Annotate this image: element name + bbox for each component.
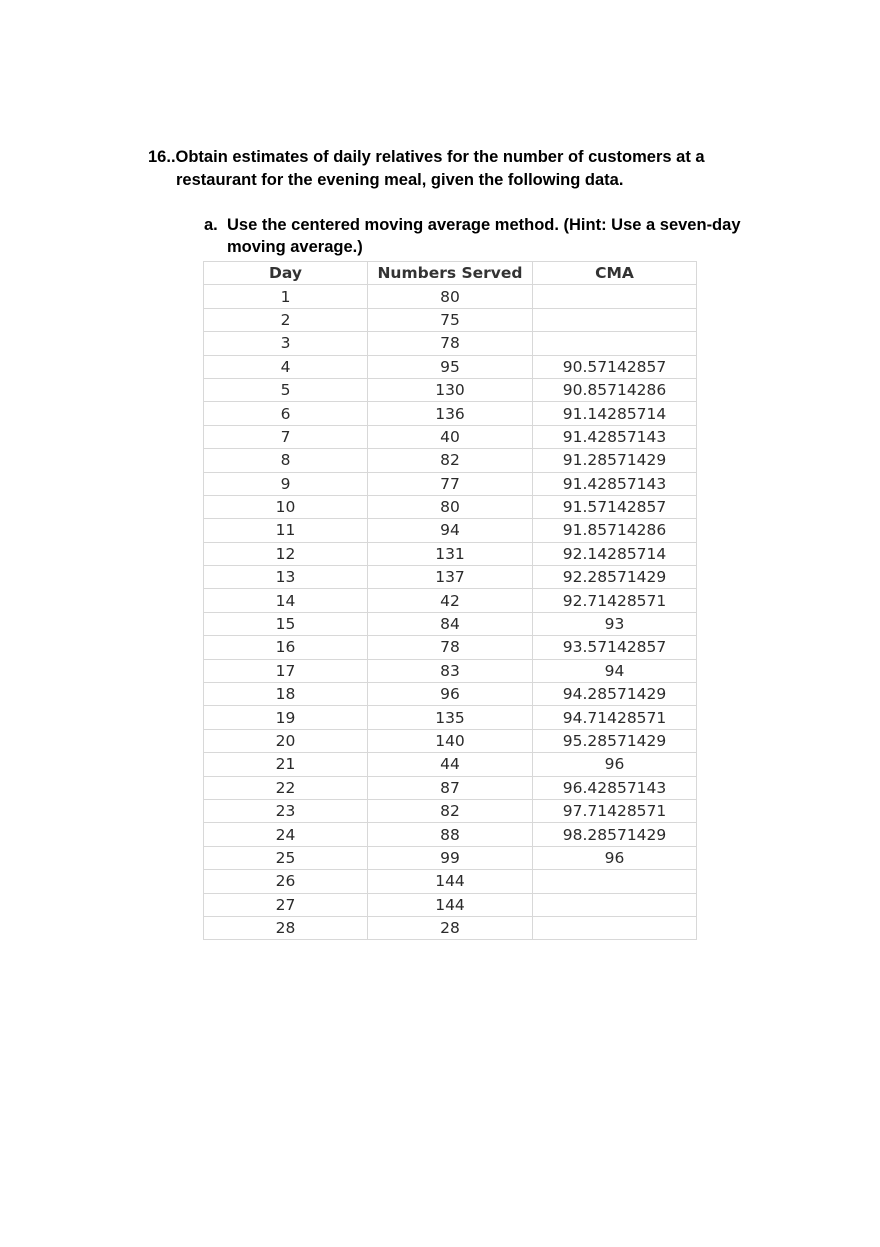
table-row [204, 308, 697, 331]
table-row [204, 893, 697, 916]
header-numbers-served: Numbers Served [368, 262, 533, 285]
cell-numbers-served: 78 [368, 636, 533, 659]
cell-cma [533, 332, 697, 355]
question-text-line2: restaurant for the evening meal, given the following data. [176, 171, 624, 189]
cell-day: 6 [204, 402, 368, 425]
cell-day: 12 [204, 542, 368, 565]
cell-day: 27 [204, 893, 368, 916]
cell-cma: 96 [533, 753, 697, 776]
cell-numbers-served: 80 [368, 495, 533, 518]
cell-cma: 92.71428571 [533, 589, 697, 612]
cell-day: 9 [204, 472, 368, 495]
cell-numbers-served: 82 [368, 449, 533, 472]
cell-cma: 91.42857143 [533, 425, 697, 448]
question-number: 16. [148, 148, 171, 166]
data-table [203, 261, 697, 940]
cell-numbers-served: 131 [368, 542, 533, 565]
cell-day: 8 [204, 449, 368, 472]
cell-day: 1 [204, 285, 368, 308]
part-a-text-line2: moving average.) [227, 238, 363, 256]
cell-day: 13 [204, 566, 368, 589]
cell-day: 2 [204, 308, 368, 331]
cell-numbers-served: 84 [368, 612, 533, 635]
part-a-marker: a. [204, 216, 218, 234]
table-row [204, 332, 697, 355]
cell-numbers-served: 87 [368, 776, 533, 799]
table-row [204, 846, 697, 869]
cell-cma [533, 285, 697, 308]
cell-numbers-served: 40 [368, 425, 533, 448]
cell-day: 7 [204, 425, 368, 448]
cell-day: 5 [204, 378, 368, 401]
table-row [204, 870, 697, 893]
cell-day: 20 [204, 729, 368, 752]
cell-numbers-served: 144 [368, 893, 533, 916]
cell-numbers-served: 99 [368, 846, 533, 869]
table-row [204, 799, 697, 822]
cell-day: 17 [204, 659, 368, 682]
header-cma: CMA [533, 262, 697, 285]
cell-numbers-served: 80 [368, 285, 533, 308]
part-a-text-line1: Use the centered moving average method. (Hint: Use a seven-day [227, 216, 741, 234]
cell-day: 15 [204, 612, 368, 635]
cell-day: 10 [204, 495, 368, 518]
question-text-line1: .Obtain estimates of daily relatives for the number of customers at a [170, 148, 705, 166]
cell-cma: 91.85714286 [533, 519, 697, 542]
cell-cma: 91.14285714 [533, 402, 697, 425]
cell-cma: 94 [533, 659, 697, 682]
cell-cma: 94.71428571 [533, 706, 697, 729]
table-row [204, 659, 697, 682]
table-row [204, 542, 697, 565]
cell-numbers-served: 44 [368, 753, 533, 776]
table-row [204, 402, 697, 425]
table-row [204, 636, 697, 659]
cell-day: 22 [204, 776, 368, 799]
cell-cma: 91.28571429 [533, 449, 697, 472]
cell-day: 3 [204, 332, 368, 355]
table-row [204, 612, 697, 635]
cell-numbers-served: 96 [368, 683, 533, 706]
table-row [204, 566, 697, 589]
part-a [204, 214, 804, 258]
cell-cma: 92.28571429 [533, 566, 697, 589]
cell-day: 18 [204, 683, 368, 706]
cell-numbers-served: 130 [368, 378, 533, 401]
cell-cma: 98.28571429 [533, 823, 697, 846]
cell-cma [533, 916, 697, 939]
table-row [204, 916, 697, 939]
cell-numbers-served: 135 [368, 706, 533, 729]
cell-day: 26 [204, 870, 368, 893]
cell-numbers-served: 42 [368, 589, 533, 612]
table-row [204, 425, 697, 448]
cell-day: 4 [204, 355, 368, 378]
cell-numbers-served: 95 [368, 355, 533, 378]
cell-numbers-served: 77 [368, 472, 533, 495]
cell-day: 28 [204, 916, 368, 939]
table-body [204, 285, 697, 940]
cell-cma: 96 [533, 846, 697, 869]
table-row [204, 706, 697, 729]
cell-numbers-served: 136 [368, 402, 533, 425]
cell-numbers-served: 94 [368, 519, 533, 542]
table-row [204, 519, 697, 542]
cell-cma: 96.42857143 [533, 776, 697, 799]
question-16 [148, 146, 788, 192]
cell-cma: 91.42857143 [533, 472, 697, 495]
cell-day: 23 [204, 799, 368, 822]
table-row [204, 589, 697, 612]
cell-numbers-served: 88 [368, 823, 533, 846]
table-header-row [204, 262, 697, 285]
cell-day: 21 [204, 753, 368, 776]
cell-cma: 90.85714286 [533, 378, 697, 401]
cell-cma: 93 [533, 612, 697, 635]
table-row [204, 449, 697, 472]
cell-numbers-served: 140 [368, 729, 533, 752]
cell-numbers-served: 75 [368, 308, 533, 331]
table-row [204, 753, 697, 776]
table-row [204, 472, 697, 495]
cell-cma: 92.14285714 [533, 542, 697, 565]
table-row [204, 378, 697, 401]
table-row [204, 285, 697, 308]
cell-numbers-served: 137 [368, 566, 533, 589]
cell-day: 24 [204, 823, 368, 846]
cell-cma [533, 308, 697, 331]
cell-day: 19 [204, 706, 368, 729]
cell-cma: 93.57142857 [533, 636, 697, 659]
table-row [204, 683, 697, 706]
table-row [204, 776, 697, 799]
table-row [204, 355, 697, 378]
cell-day: 11 [204, 519, 368, 542]
cell-day: 16 [204, 636, 368, 659]
header-day: Day [204, 262, 368, 285]
cell-numbers-served: 83 [368, 659, 533, 682]
table-row [204, 495, 697, 518]
cell-day: 14 [204, 589, 368, 612]
cell-numbers-served: 78 [368, 332, 533, 355]
cell-numbers-served: 28 [368, 916, 533, 939]
cell-cma: 95.28571429 [533, 729, 697, 752]
cell-cma: 97.71428571 [533, 799, 697, 822]
cell-numbers-served: 82 [368, 799, 533, 822]
table-row [204, 823, 697, 846]
cell-day: 25 [204, 846, 368, 869]
cell-cma: 90.57142857 [533, 355, 697, 378]
cell-cma: 91.57142857 [533, 495, 697, 518]
cell-numbers-served: 144 [368, 870, 533, 893]
table-row [204, 729, 697, 752]
cell-cma [533, 870, 697, 893]
cell-cma: 94.28571429 [533, 683, 697, 706]
cell-cma [533, 893, 697, 916]
